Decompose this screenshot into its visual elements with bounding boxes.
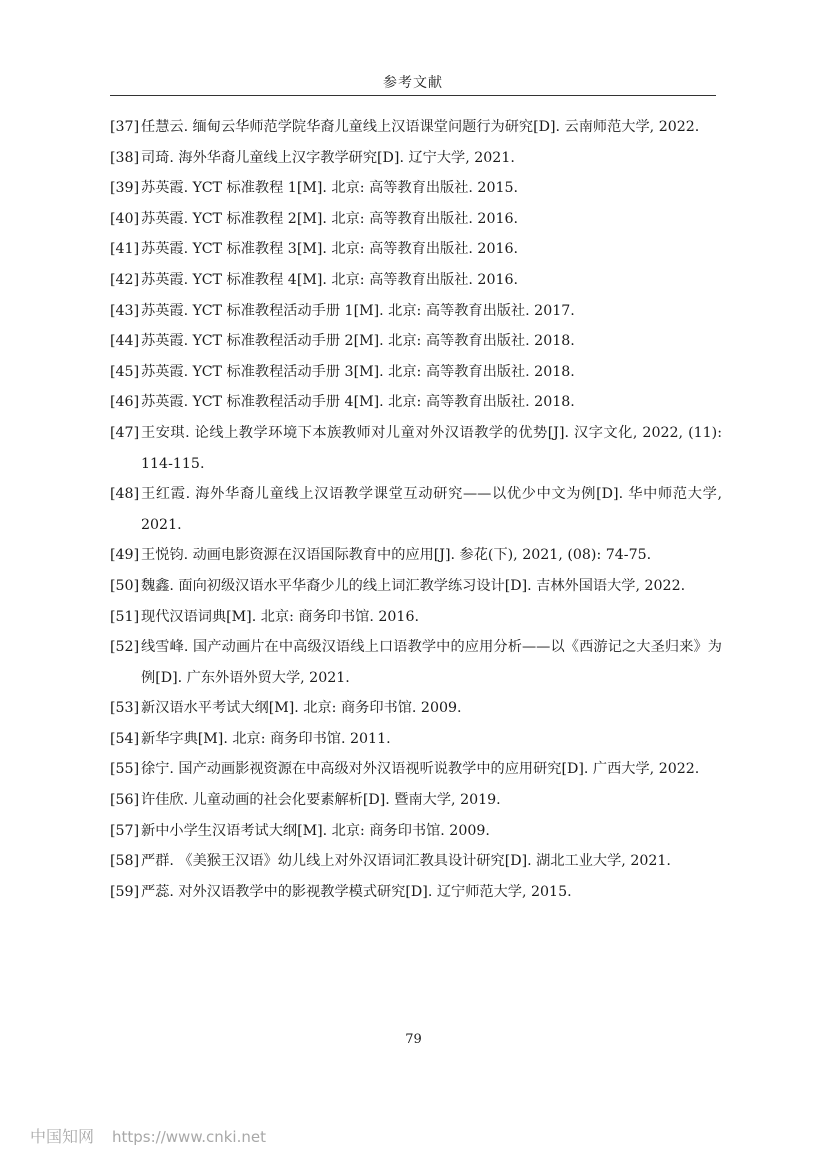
reference-number: [42]: [110, 271, 140, 288]
page-number: 79: [405, 1032, 422, 1047]
reference-item: [110, 724, 722, 755]
reference-number: [44]: [110, 333, 140, 350]
reference-item: [110, 173, 722, 204]
page-header-title: 参考文献: [383, 75, 443, 91]
header-divider: [110, 95, 716, 96]
reference-text: 新华字典[M]. 北京: 商务印书馆. 2011.: [141, 730, 391, 747]
cnki-watermark: [30, 1124, 266, 1147]
reference-number: [56]: [110, 792, 140, 809]
reference-text: 苏英霞. YCT 标准教程 1[M]. 北京: 高等教育出版社. 2015.: [141, 180, 519, 197]
reference-text: 严蕊. 对外汉语教学中的影视教学模式研究[D]. 辽宁师范大学, 2015.: [141, 883, 572, 900]
reference-number: [55]: [110, 761, 140, 778]
reference-list: [110, 112, 722, 907]
reference-number: [39]: [110, 180, 140, 197]
reference-text: 苏英霞. YCT 标准教程 2[M]. 北京: 高等教育出版社. 2016.: [141, 210, 519, 227]
reference-item: [110, 479, 722, 540]
reference-text: 新中小学生汉语考试大纲[M]. 北京: 商务印书馆. 2009.: [141, 822, 490, 839]
reference-item: [110, 754, 722, 785]
reference-text: 现代汉语词典[M]. 北京: 商务印书馆. 2016.: [141, 608, 419, 625]
reference-item: [110, 816, 722, 847]
reference-text: 严群. 《美猴王汉语》幼儿线上对外汉语词汇教具设计研究[D]. 湖北工业大学, 2021.: [141, 853, 671, 870]
reference-item: [110, 877, 722, 908]
reference-item: [110, 204, 722, 235]
reference-text: 苏英霞. YCT 标准教程活动手册 3[M]. 北京: 高等教育出版社. 2018.: [141, 363, 575, 380]
reference-number: [52]: [110, 639, 140, 656]
reference-number: [43]: [110, 302, 140, 319]
reference-number: [45]: [110, 363, 140, 380]
reference-item: [110, 693, 722, 724]
reference-number: [37]: [110, 119, 140, 135]
reference-text: 线雪峰. 国产动画片在中高级汉语线上口语教学中的应用分析——以《西游记之大圣归来》为例[D]. 广东外语外贸大学, 2021.: [141, 639, 722, 686]
reference-text: 苏英霞. YCT 标准教程活动手册 2[M]. 北京: 高等教育出版社. 2018.: [141, 333, 575, 350]
reference-item: [110, 387, 722, 418]
reference-number: [59]: [110, 883, 140, 900]
reference-item: [110, 326, 722, 357]
reference-text: 王悦钧. 动画电影资源在汉语国际教育中的应用[J]. 参花(下), 2021, (08): 74-75.: [141, 547, 652, 564]
reference-item: [110, 357, 722, 388]
reference-number: [53]: [110, 700, 140, 717]
reference-number: [57]: [110, 822, 140, 839]
reference-number: [40]: [110, 210, 140, 227]
reference-item: [110, 571, 722, 602]
reference-item: [110, 785, 722, 816]
reference-text: 王红霞. 海外华裔儿童线上汉语教学课堂互动研究——以优少中文为例[D]. 华中师范大学, 2021.: [141, 486, 722, 533]
reference-item: [110, 540, 722, 571]
reference-item: [110, 112, 722, 143]
reference-text: 苏英霞. YCT 标准教程活动手册 1[M]. 北京: 高等教育出版社. 2017.: [141, 302, 575, 319]
reference-number: [50]: [110, 577, 140, 594]
reference-text: 魏鑫. 面向初级汉语水平华裔少儿的线上词汇教学练习设计[D]. 吉林外国语大学, 2022.: [141, 577, 686, 594]
reference-text: 苏英霞. YCT 标准教程 4[M]. 北京: 高等教育出版社. 2016.: [141, 271, 519, 288]
reference-text: 司琦. 海外华裔儿童线上汉字教学研究[D]. 辽宁大学, 2021.: [141, 149, 515, 166]
reference-number: [41]: [110, 241, 140, 258]
reference-number: [38]: [110, 149, 140, 166]
reference-item: [110, 632, 722, 693]
reference-number: [47]: [110, 424, 140, 441]
reference-text: 王安琪. 论线上教学环境下本族教师对儿童对外汉语教学的优势[J]. 汉字文化, 2022, (11): 114-115.: [141, 424, 722, 472]
reference-text: 苏英霞. YCT 标准教程活动手册 4[M]. 北京: 高等教育出版社. 2018.: [141, 394, 575, 411]
reference-item: [110, 265, 722, 296]
reference-item: [110, 234, 722, 265]
reference-item: [110, 846, 722, 877]
reference-number: [48]: [110, 486, 140, 503]
reference-number: [54]: [110, 730, 140, 747]
watermark-url: https://www.cnki.net: [112, 1128, 266, 1146]
reference-number: [51]: [110, 608, 140, 625]
reference-number: [49]: [110, 547, 140, 564]
reference-text: 新汉语水平考试大纲[M]. 北京: 商务印书馆. 2009.: [141, 700, 462, 717]
reference-item: [110, 602, 722, 633]
reference-text: 徐宁. 国产动画影视资源在中高级对外汉语视听说教学中的应用研究[D]. 广西大学, 2022.: [141, 761, 700, 778]
reference-text: 苏英霞. YCT 标准教程 3[M]. 北京: 高等教育出版社. 2016.: [141, 241, 519, 258]
reference-text: 任慧云. 缅甸云华师范学院华裔儿童线上汉语课堂问题行为研究[D]. 云南师范大学, 2022.: [141, 119, 700, 135]
reference-number: [58]: [110, 853, 140, 870]
watermark-brand: 中国知网: [30, 1127, 95, 1146]
reference-text: 许佳欣. 儿童动画的社会化要素解析[D]. 暨南大学, 2019.: [141, 792, 501, 809]
reference-number: [46]: [110, 394, 140, 411]
reference-item: [110, 418, 722, 479]
reference-item: [110, 143, 722, 174]
reference-item: [110, 296, 722, 327]
